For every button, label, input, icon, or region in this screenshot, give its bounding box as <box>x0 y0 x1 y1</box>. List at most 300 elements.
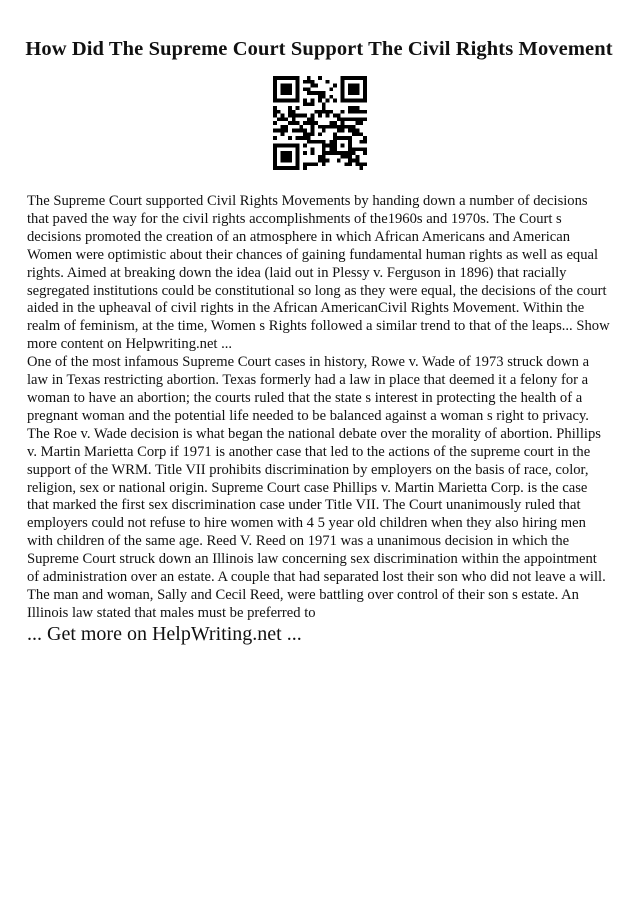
qr-module <box>296 159 300 163</box>
qr-module <box>344 155 348 159</box>
qr-module <box>288 151 292 155</box>
qr-module <box>277 99 281 103</box>
qr-module <box>344 162 348 166</box>
qr-module <box>296 76 300 80</box>
qr-module <box>277 117 281 121</box>
qr-module <box>322 147 326 151</box>
qr-module <box>273 159 277 163</box>
qr-module <box>352 132 356 136</box>
qr-module <box>296 121 300 125</box>
qr-module <box>356 76 360 80</box>
qr-module <box>277 129 281 133</box>
qr-module <box>307 76 311 80</box>
qr-module <box>318 91 322 95</box>
qr-module <box>307 140 311 144</box>
qr-module <box>273 114 277 118</box>
qr-module <box>284 159 288 163</box>
qr-module <box>359 147 363 151</box>
qr-module <box>348 129 352 133</box>
qr-module <box>348 136 352 140</box>
qr-module <box>322 144 326 148</box>
qr-module <box>311 151 315 155</box>
qr-module <box>281 166 285 170</box>
qr-module <box>273 80 277 84</box>
qr-module <box>341 87 345 91</box>
qr-module <box>303 102 307 106</box>
qr-module <box>344 76 348 80</box>
qr-module <box>322 129 326 133</box>
qr-module <box>337 114 341 118</box>
qr-module <box>341 76 345 80</box>
qr-module <box>329 140 333 144</box>
qr-module <box>296 162 300 166</box>
qr-module <box>311 121 315 125</box>
qr-module <box>284 144 288 148</box>
qr-module <box>333 147 337 151</box>
qr-module <box>311 80 315 84</box>
qr-module <box>333 99 337 103</box>
qr-module <box>352 159 356 163</box>
qr-module <box>326 151 330 155</box>
qr-module <box>326 99 330 103</box>
qr-module <box>333 114 337 118</box>
qr-module <box>341 151 345 155</box>
qr-module <box>311 129 315 133</box>
get-more-link[interactable]: ... Get more on HelpWriting.net ... <box>27 623 302 645</box>
qr-module <box>296 84 300 88</box>
qr-module <box>326 80 330 84</box>
qr-module <box>307 117 311 121</box>
qr-module <box>303 87 307 91</box>
qr-module <box>311 114 315 118</box>
qr-module <box>348 151 352 155</box>
qr-module <box>333 140 337 144</box>
page-title: How Did The Supreme Court Support The Civil Rights Movement <box>25 38 613 60</box>
qr-module <box>292 76 296 80</box>
qr-module <box>288 155 292 159</box>
paragraph: One of the most infamous Supreme Court cases in history, Rowe v. Wade of 1973 struck down a law in Texas restricting abortion. Texas formerly had a law in place that deemed it a felony for a woman to have an abortion; the courts ruled that the state s interest in protecting the health of a pregnant woman and the potential life needed to be balanced against a woman s right to privacy. The Roe v. Wade decision is what began the national debate over the morality of abortion. Phillips v. Martin Marietta Corp if 1971 is another case that led to the actions of the supreme court in the support of the WRM. Title VII prohibits discrimination by employers on the basis of race, color, religion, sex or national origin. Supreme Court case Phillips v. Martin Marietta Corp. is the case that marked the first sex discrimination case under Title VII. The Court unanimously ruled that employers could not refuse to hire women with 4 5 year old children when they also hiring men with children of the same age. Reed V. Reed on 1971 was a unanimous decision in which the Supreme Court struck down an Illinois law concerning sex discrimination within the appointment of administration over an estate. A couple that had separated lost their son who did not leave a will. The man and woman, Sally and Cecil Reed, were battling over control of their son s estate. An Illinois law stated that males must be preferred to <box>27 354 606 621</box>
qr-module <box>284 91 288 95</box>
qr-module <box>311 84 315 88</box>
qr-module <box>281 99 285 103</box>
qr-module <box>344 117 348 121</box>
qr-module <box>303 121 307 125</box>
qr-module <box>273 144 277 148</box>
qr-module <box>284 87 288 91</box>
qr-module <box>329 151 333 155</box>
qr-module <box>363 80 367 84</box>
qr-module <box>341 117 345 121</box>
qr-module <box>322 102 326 106</box>
qr-module <box>307 87 311 91</box>
qr-module <box>326 125 330 129</box>
qr-module <box>296 80 300 84</box>
qr-module <box>311 132 315 136</box>
qr-module <box>322 110 326 114</box>
qr-module <box>307 121 311 125</box>
qr-module <box>273 91 277 95</box>
qr-module <box>288 166 292 170</box>
qr-module <box>352 117 356 121</box>
qr-module <box>348 117 352 121</box>
qr-module <box>303 80 307 84</box>
qr-module <box>352 91 356 95</box>
qr-module <box>348 125 352 129</box>
qr-module <box>273 99 277 103</box>
qr-module <box>356 132 360 136</box>
qr-module <box>348 99 352 103</box>
qr-module <box>296 147 300 151</box>
qr-module <box>281 159 285 163</box>
qr-module <box>288 121 292 125</box>
qr-module <box>359 132 363 136</box>
qr-module <box>337 151 341 155</box>
qr-module <box>314 84 318 88</box>
qr-module <box>273 95 277 99</box>
qr-module <box>288 136 292 140</box>
qr-module <box>352 151 356 155</box>
qr-module <box>311 117 315 121</box>
qr-module <box>329 144 333 148</box>
qr-module <box>322 151 326 155</box>
qr-module <box>363 136 367 140</box>
qr-module <box>341 91 345 95</box>
qr-module <box>348 84 352 88</box>
qr-module <box>273 155 277 159</box>
qr-module <box>311 99 315 103</box>
qr-module <box>288 76 292 80</box>
qr-module <box>352 129 356 133</box>
qr-module <box>356 129 360 133</box>
qr-module <box>359 140 363 144</box>
qr-module <box>348 162 352 166</box>
qr-module <box>307 102 311 106</box>
qr-module <box>288 91 292 95</box>
qr-module <box>273 147 277 151</box>
qr-module <box>292 99 296 103</box>
qr-module <box>352 110 356 114</box>
qr-module <box>307 162 311 166</box>
qr-module <box>318 99 322 103</box>
qr-module <box>296 166 300 170</box>
qr-module <box>288 144 292 148</box>
qr-module <box>277 76 281 80</box>
qr-module <box>356 159 360 163</box>
qr-module <box>337 136 341 140</box>
paragraph: The Supreme Court supported Civil Rights Movements by handing down a number of decisions that paved the way for the civil rights accomplishments of the1960s and 1970s. The Court s decisions promoted the creation of an atmosphere in which African Americans and American Women were optimistic about their chances of gaining fundamental human rights as well as equal rights. Aimed at breaking down the idea (laid out in Plessy v. Ferguson in 1896) that racially segregated institutions could be constitutional so long as they were equal, the decisions of the court aided in the upheaval of civil rights in the African AmericanCivil Rights Movement. Within the realm of feminism, at the time, Women s Rights followed a similar trend to that of the leaps... Show more content on Helpwriting.net ... <box>27 193 610 353</box>
qr-module <box>318 132 322 136</box>
qr-module <box>273 87 277 91</box>
qr-module <box>322 155 326 159</box>
qr-module <box>356 121 360 125</box>
qr-module <box>314 91 318 95</box>
qr-module <box>344 99 348 103</box>
qr-module <box>288 99 292 103</box>
qr-module <box>326 110 330 114</box>
qr-module <box>314 162 318 166</box>
qr-module <box>318 125 322 129</box>
qr-module <box>363 91 367 95</box>
qr-module <box>307 80 311 84</box>
qr-module <box>273 162 277 166</box>
qr-module <box>352 99 356 103</box>
qr-module <box>344 151 348 155</box>
qr-module <box>341 95 345 99</box>
qr-module <box>348 155 352 159</box>
qr-module <box>303 132 307 136</box>
qr-module <box>281 91 285 95</box>
qr-module <box>281 151 285 155</box>
qr-module <box>348 87 352 91</box>
qr-module <box>356 110 360 114</box>
qr-module <box>284 166 288 170</box>
qr-module <box>296 87 300 91</box>
qr-module <box>311 91 315 95</box>
qr-module <box>277 166 281 170</box>
qr-module <box>318 76 322 80</box>
qr-module <box>352 76 356 80</box>
qr-module <box>363 87 367 91</box>
qr-module <box>311 125 315 129</box>
qr-module <box>318 110 322 114</box>
qr-module <box>277 144 281 148</box>
qr-module <box>341 144 345 148</box>
qr-module <box>303 114 307 118</box>
qr-module <box>299 114 303 118</box>
qr-module <box>296 144 300 148</box>
qr-module <box>314 121 318 125</box>
qr-module <box>329 110 333 114</box>
qr-module <box>281 144 285 148</box>
qr-module <box>311 147 315 151</box>
qr-module <box>292 121 296 125</box>
qr-module <box>292 129 296 133</box>
qr-module <box>281 76 285 80</box>
qr-module <box>284 125 288 129</box>
qr-module <box>363 95 367 99</box>
qr-module <box>348 76 352 80</box>
qr-module <box>296 155 300 159</box>
qr-module <box>281 114 285 118</box>
qr-module <box>326 144 330 148</box>
qr-module <box>329 147 333 151</box>
qr-module <box>352 106 356 110</box>
qr-module <box>318 155 322 159</box>
qr-module <box>284 155 288 159</box>
qr-module <box>356 117 360 121</box>
qr-module <box>326 114 330 118</box>
qr-module <box>344 136 348 140</box>
qr-module <box>288 110 292 114</box>
qr-module <box>296 136 300 140</box>
qr-module <box>359 110 363 114</box>
qr-module <box>307 91 311 95</box>
qr-module <box>284 151 288 155</box>
qr-module <box>333 84 337 88</box>
qr-module <box>348 144 352 148</box>
qr-module <box>333 151 337 155</box>
qr-module <box>356 106 360 110</box>
qr-module <box>299 136 303 140</box>
qr-module <box>303 162 307 166</box>
qr-module <box>348 140 352 144</box>
qr-module <box>284 117 288 121</box>
qr-module <box>303 129 307 133</box>
qr-module <box>281 87 285 91</box>
qr-code-icon <box>273 76 367 170</box>
qr-module <box>359 162 363 166</box>
qr-module <box>356 87 360 91</box>
qr-module <box>311 162 315 166</box>
qr-module <box>363 117 367 121</box>
qr-module <box>363 151 367 155</box>
qr-module <box>296 114 300 118</box>
qr-module <box>356 84 360 88</box>
qr-module <box>292 166 296 170</box>
qr-module <box>284 129 288 133</box>
qr-module <box>281 155 285 159</box>
qr-module <box>296 95 300 99</box>
qr-module <box>292 144 296 148</box>
qr-module <box>311 102 315 106</box>
qr-module <box>363 162 367 166</box>
qr-module <box>348 106 352 110</box>
qr-module <box>348 110 352 114</box>
qr-module <box>341 155 345 159</box>
qr-module <box>337 125 341 129</box>
qr-module <box>341 125 345 129</box>
qr-module <box>322 95 326 99</box>
qr-module <box>333 132 337 136</box>
qr-module <box>273 129 277 133</box>
qr-module <box>318 159 322 163</box>
qr-module <box>292 117 296 121</box>
qr-module <box>341 84 345 88</box>
qr-module <box>296 91 300 95</box>
qr-module <box>322 162 326 166</box>
qr-module <box>322 140 326 144</box>
qr-module <box>348 159 352 163</box>
qr-module <box>341 136 345 140</box>
qr-module <box>359 76 363 80</box>
qr-module <box>273 121 277 125</box>
qr-module <box>277 110 281 114</box>
qr-module <box>288 106 292 110</box>
qr-module <box>333 136 337 140</box>
qr-module <box>288 84 292 88</box>
qr-module <box>288 114 292 118</box>
qr-module <box>329 125 333 129</box>
qr-module <box>356 155 360 159</box>
qr-module <box>314 140 318 144</box>
qr-module <box>352 147 356 151</box>
qr-module <box>281 117 285 121</box>
qr-module <box>322 125 326 129</box>
qr-module <box>296 151 300 155</box>
qr-module <box>329 121 333 125</box>
qr-module <box>273 106 277 110</box>
qr-module <box>307 132 311 136</box>
qr-module <box>303 136 307 140</box>
qr-module <box>352 87 356 91</box>
qr-module <box>284 99 288 103</box>
qr-module <box>359 99 363 103</box>
qr-module <box>284 76 288 80</box>
qr-module <box>296 99 300 103</box>
qr-module <box>363 84 367 88</box>
qr-module <box>363 76 367 80</box>
qr-module <box>356 147 360 151</box>
qr-module <box>303 144 307 148</box>
qr-module <box>299 125 303 129</box>
qr-module <box>273 110 277 114</box>
qr-module <box>333 121 337 125</box>
qr-module <box>273 76 277 80</box>
qr-module <box>288 159 292 163</box>
qr-module <box>329 95 333 99</box>
qr-module <box>363 99 367 103</box>
qr-module <box>273 151 277 155</box>
qr-module <box>307 136 311 140</box>
qr-module <box>341 99 345 103</box>
qr-module <box>341 80 345 84</box>
qr-module <box>292 110 296 114</box>
qr-module <box>303 99 307 103</box>
qr-module <box>341 110 345 114</box>
article-body <box>27 193 611 623</box>
qr-module <box>337 117 341 121</box>
qr-module <box>296 106 300 110</box>
qr-module <box>337 129 341 133</box>
qr-module <box>363 140 367 144</box>
qr-module <box>292 114 296 118</box>
qr-module <box>356 91 360 95</box>
qr-module <box>281 132 285 136</box>
qr-module <box>281 84 285 88</box>
qr-module <box>356 99 360 103</box>
qr-module <box>363 110 367 114</box>
qr-module <box>341 129 345 133</box>
qr-module <box>344 125 348 129</box>
qr-code-graphic <box>273 76 367 170</box>
qr-module <box>281 129 285 133</box>
qr-module <box>329 87 333 91</box>
qr-module <box>299 129 303 133</box>
qr-module <box>318 140 322 144</box>
qr-module <box>322 91 326 95</box>
qr-module <box>311 140 315 144</box>
qr-module <box>314 110 318 114</box>
qr-module <box>333 125 337 129</box>
qr-module <box>359 121 363 125</box>
qr-module <box>296 129 300 133</box>
qr-module <box>273 136 277 140</box>
qr-module <box>356 162 360 166</box>
qr-module <box>348 147 352 151</box>
qr-module <box>303 151 307 155</box>
qr-module <box>303 166 307 170</box>
qr-module <box>288 87 292 91</box>
qr-module <box>322 159 326 163</box>
qr-module <box>337 159 341 163</box>
qr-module <box>352 84 356 88</box>
qr-module <box>326 159 330 163</box>
qr-module <box>348 91 352 95</box>
qr-module <box>318 114 322 118</box>
qr-module <box>359 166 363 170</box>
qr-module <box>281 125 285 129</box>
qr-module <box>273 84 277 88</box>
